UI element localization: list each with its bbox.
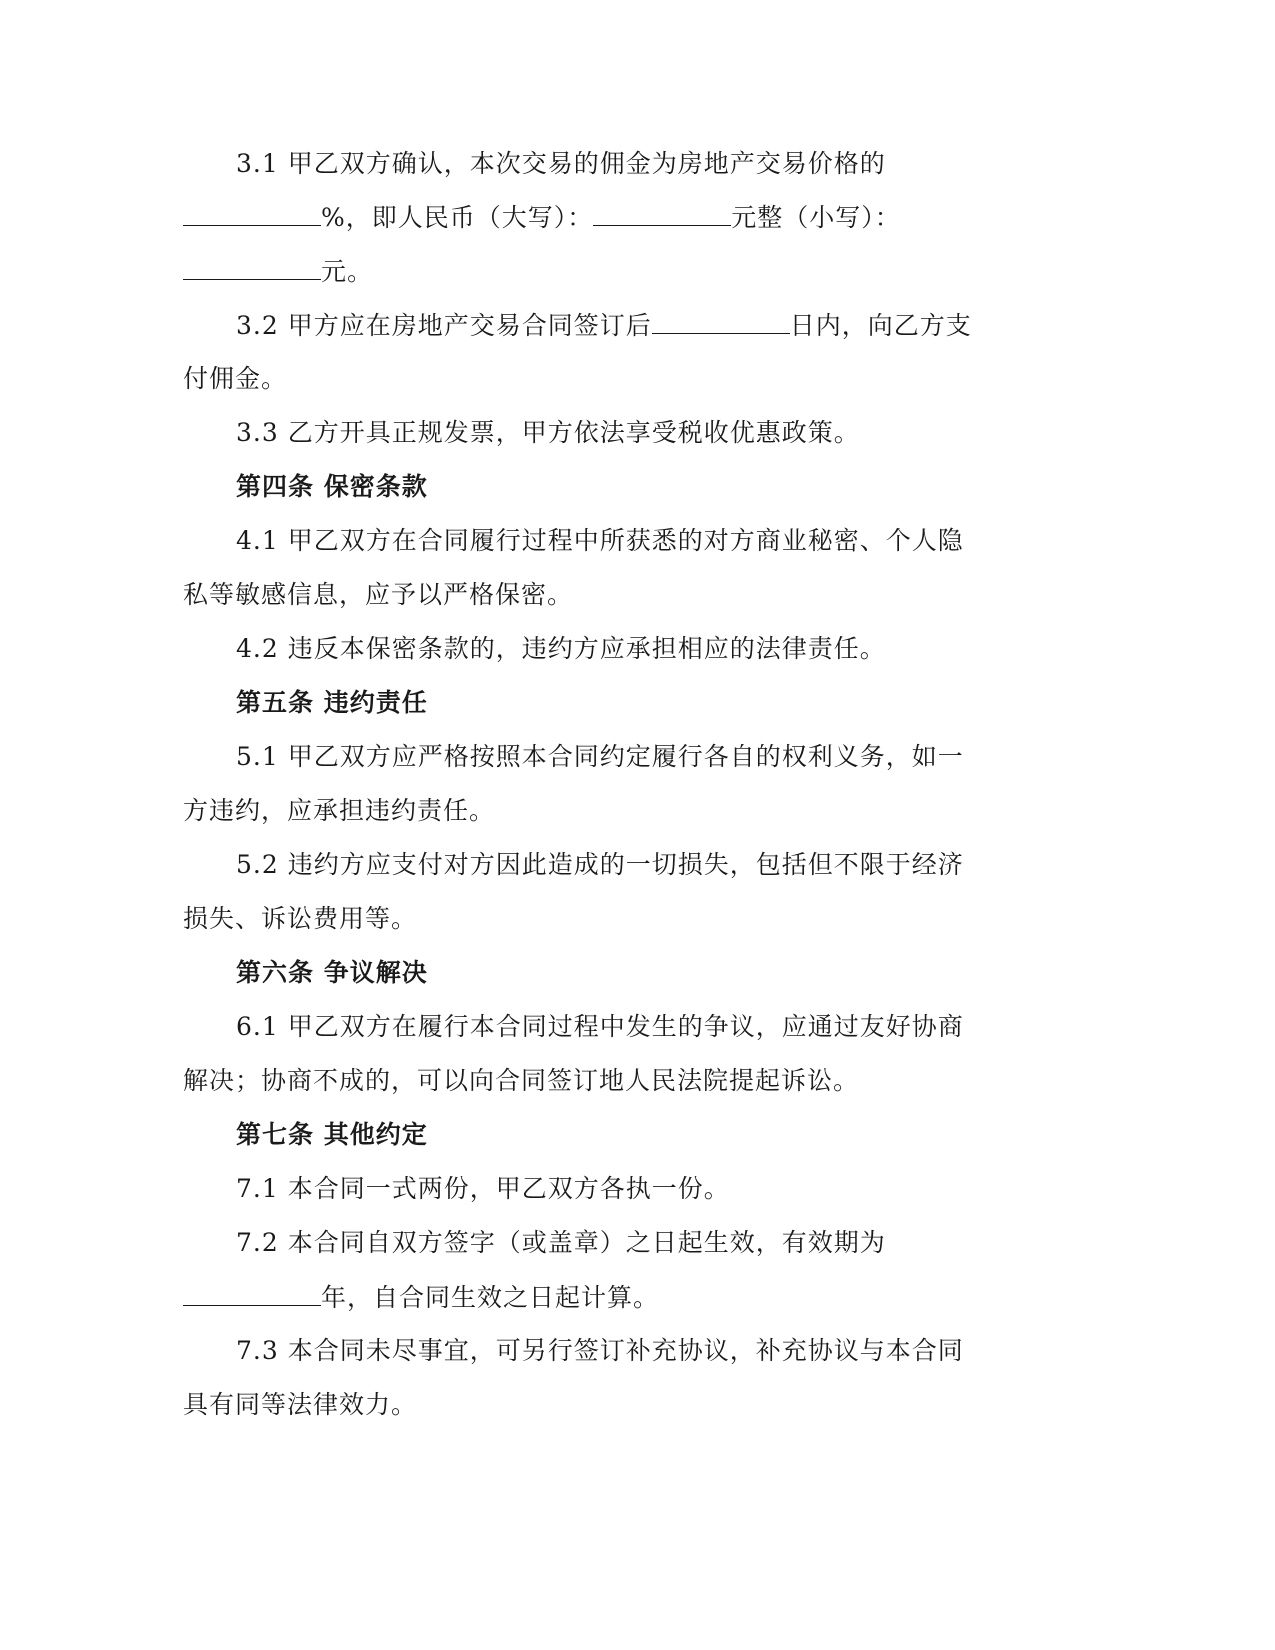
clause-4-1-line-2 xyxy=(183,577,573,613)
clause-7-1-line-1 xyxy=(236,1171,730,1207)
clause-3-2-text-b: 日内，向乙方支 xyxy=(789,311,972,340)
clause-5-2-line-1 xyxy=(236,847,964,883)
clause-6-1-line-1 xyxy=(236,1009,964,1045)
clause-7-2-line-2 xyxy=(183,1279,659,1315)
clause-7-3-line-1 xyxy=(236,1333,964,1369)
article-5-title: 第五条 违约责任 xyxy=(236,688,428,717)
clause-5-1-line-2 xyxy=(183,793,495,829)
article-6-heading xyxy=(236,955,428,991)
article-5-heading xyxy=(236,685,428,721)
clause-4-1-text-a: 4.1 甲乙双方在合同履行过程中所获悉的对方商业秘密、个人隐 xyxy=(236,526,964,555)
clause-5-2-text-b: 损失、诉讼费用等。 xyxy=(183,904,418,933)
commission-lowercase-blank[interactable] xyxy=(183,253,321,280)
clause-3-2-line-2 xyxy=(183,361,287,397)
article-7-title: 第七条 其他约定 xyxy=(236,1120,428,1149)
clause-5-2-text-a: 5.2 违约方应支付对方因此造成的一切损失，包括但不限于经济 xyxy=(236,850,964,879)
clause-3-3-line-1 xyxy=(236,415,860,451)
clause-7-2-text-a: 7.2 本合同自双方签字（或盖章）之日起生效，有效期为 xyxy=(236,1228,886,1257)
clause-3-2-text-c: 付佣金。 xyxy=(183,364,288,393)
clause-7-2-line-1 xyxy=(236,1225,886,1261)
commission-uppercase-blank[interactable] xyxy=(593,199,731,226)
clause-4-2-line-1 xyxy=(236,631,886,667)
clause-5-1-line-1 xyxy=(236,739,964,775)
clause-6-1-text-b: 解决；协商不成的，可以向合同签订地人民法院提起诉讼。 xyxy=(183,1066,860,1095)
clause-7-3-line-2 xyxy=(183,1387,417,1423)
clause-3-1-yuan-text: 元。 xyxy=(321,257,374,286)
clause-6-1-line-2 xyxy=(183,1063,859,1099)
clause-7-3-text-a: 7.3 本合同未尽事宜，可另行签订补充协议，补充协议与本合同 xyxy=(236,1336,964,1365)
clause-3-1-line-3 xyxy=(183,253,373,289)
clause-3-2-line-1 xyxy=(236,307,972,343)
article-4-title: 第四条 保密条款 xyxy=(236,472,428,501)
clause-4-1-text-b: 私等敏感信息，应予以严格保密。 xyxy=(183,580,574,609)
article-6-title: 第六条 争议解决 xyxy=(236,958,428,987)
clause-3-1-uppercase-text: 元整（小写）： xyxy=(731,203,901,232)
clause-3-3-text: 3.3 乙方开具正规发票，甲方依法享受税收优惠政策。 xyxy=(236,418,860,447)
clause-3-1-text: 3.1 甲乙双方确认，本次交易的佣金为房地产交易价格的 xyxy=(236,149,886,178)
article-4-heading xyxy=(236,469,428,505)
article-7-heading xyxy=(236,1117,428,1153)
clause-3-1-percent-text: %，即人民币（大写）： xyxy=(321,203,594,232)
commission-percent-blank[interactable] xyxy=(183,199,321,226)
clause-6-1-text-a: 6.1 甲乙双方在履行本合同过程中发生的争议，应通过友好协商 xyxy=(236,1012,964,1041)
clause-3-1-line-1 xyxy=(236,146,886,182)
clause-5-2-line-2 xyxy=(183,901,417,937)
validity-years-blank[interactable] xyxy=(183,1279,321,1306)
clause-3-2-text-a: 3.2 甲方应在房地产交易合同签订后 xyxy=(236,311,652,340)
clause-3-1-line-2 xyxy=(183,199,901,235)
payment-days-blank[interactable] xyxy=(652,307,790,334)
clause-5-1-text-a: 5.1 甲乙双方应严格按照本合同约定履行各自的权利义务，如一 xyxy=(236,742,964,771)
clause-4-2-text: 4.2 违反本保密条款的，违约方应承担相应的法律责任。 xyxy=(236,634,886,663)
clause-7-1-text: 7.1 本合同一式两份，甲乙双方各执一份。 xyxy=(236,1174,730,1203)
clause-4-1-line-1 xyxy=(236,523,964,559)
clause-5-1-text-b: 方违约，应承担违约责任。 xyxy=(183,796,496,825)
clause-7-3-text-b: 具有同等法律效力。 xyxy=(183,1390,418,1419)
clause-7-2-text-b: 年，自合同生效之日起计算。 xyxy=(321,1283,660,1312)
